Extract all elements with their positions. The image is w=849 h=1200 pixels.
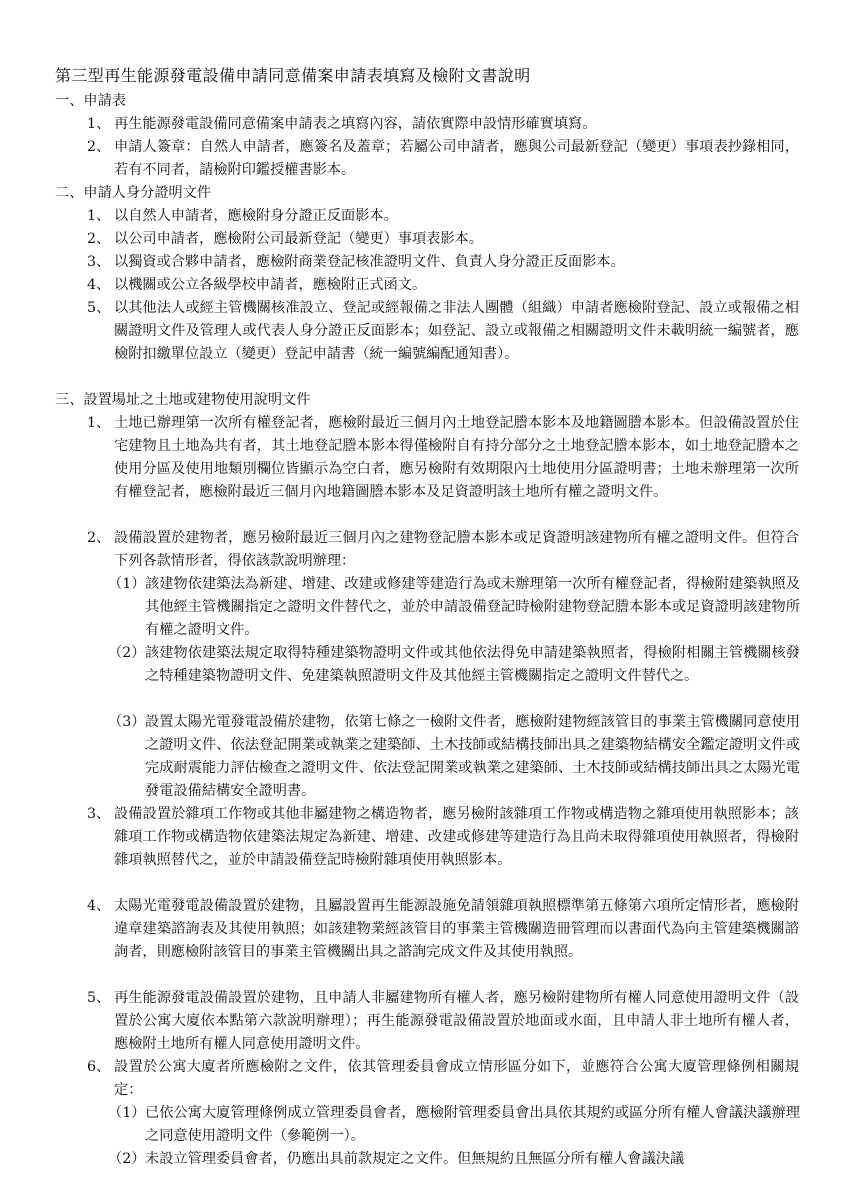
list-item — [87, 895, 799, 964]
list-item — [87, 297, 799, 366]
list-item — [87, 228, 799, 251]
item-number: 5、 — [87, 300, 111, 316]
sub-item-number: （2） — [108, 645, 146, 661]
section-heading-identity-documents: 二、申請人身分證明文件 — [55, 185, 212, 201]
item-text: 以自然人申請者，應檢附身分證正反面影本。 — [114, 208, 398, 224]
sub-item-number: （3） — [108, 714, 146, 730]
item-text: 以其他法人或經主管機關核准設立、登記或經報備之非法人團體（組織）申請者應檢附登記、設立或報備之相關證明文件及管理人或代表人身分證正反面影本；如登記、設立或報備之相關證明文件未載明統一編號者，應檢附扣繳單位設立（變更）登記申請書（統一編號編配通知書）。 — [114, 300, 799, 362]
list-item — [87, 274, 799, 297]
item-number: 1、 — [87, 208, 111, 224]
item-text: 再生能源發電設備設置於建物，且申請人非屬建物所有權人者，應另檢附建物所有權人同意使用證明文件（設置於公寓大廈依本點第六款說明辦理）；再生能源發電設備設置於地面或水面，且申請人非土地所有權人者，應檢附土地所有權人同意使用證明文件。 — [114, 990, 799, 1052]
item-number: 2、 — [87, 139, 111, 155]
item-number: 3、 — [87, 806, 111, 822]
item-number: 4、 — [87, 898, 111, 914]
list-item — [87, 527, 799, 573]
section-heading-land-building-documents: 三、設置場址之土地或建物使用說明文件 — [55, 392, 311, 408]
item-text: 以機關或公立各級學校申請者，應檢附正式函文。 — [114, 277, 427, 293]
item-text: 太陽光電發電設備設置於建物，且屬設置再生能源設施免請領雜項執照標準第五條第六項所定情形者，應檢附違章建築諮詢表及其使用執照；如該建物業經該管目的事業主管機關造冊管理而以書面代為向主管建築機關諮詢者，則應檢附該管目的事業主管機關出具之諮詢完成文件及其使用執照。 — [114, 898, 799, 960]
item-text: 設置於公寓大廈者所應檢附之文件，依其管理委員會成立情形區分如下，並應符合公寓大廈管理條例相關規定： — [114, 1059, 799, 1098]
section-heading-application-form: 一、申請表 — [55, 93, 126, 109]
sub-item-number: （2） — [108, 1151, 146, 1167]
list-item — [87, 1056, 799, 1102]
item-number: 6、 — [87, 1059, 111, 1075]
item-text: 以公司申請者，應檢附公司最新登記（變更）事項表影本。 — [114, 231, 483, 247]
sub-item-text: 未設立管理委員會者，仍應出具前款規定之文件。但無規約且無區分所有權人會議決議 — [145, 1151, 685, 1167]
sub-list-item — [108, 642, 800, 688]
item-text: 申請人簽章：自然人申請者，應簽名及蓋章；若屬公司申請者，應與公司最新登記（變更）事項表抄錄相同，若有不同者，請檢附印鑑授權書影本。 — [114, 139, 799, 178]
sub-list-item — [108, 711, 800, 803]
list-item — [87, 251, 799, 274]
item-number: 3、 — [87, 254, 111, 270]
item-text: 土地已辦理第一次所有權登記者，應檢附最近三個月內土地登記謄本影本及地籍圖謄本影本。但設備設置於住宅建物且土地為共有者，其土地登記謄本影本得僅檢附自有持分部分之土地登記謄本影本，如土地登記謄本之使用分區及使用地類別欄位皆顯示為空白者，應另檢附有效期限內土地使用分區證明書；土地未辦理第一次所有權登記者，應檢附最近三個月內地籍圖謄本影本及足資證明該土地所有權之證明文件。 — [114, 415, 799, 500]
item-text: 再生能源發電設備同意備案申請表之填寫內容，請依實際申設情形確實填寫。 — [114, 116, 597, 132]
list-item — [87, 136, 799, 182]
sub-item-text: 該建物依建築法規定取得特種建築物證明文件或其他依法得免申請建築執照者，得檢附相關主管機關核發之特種建築物證明文件、免建築執照證明文件及其他經主管機關指定之證明文件替代之。 — [145, 645, 800, 684]
item-number: 1、 — [87, 415, 111, 431]
sub-item-text: 已依公寓大廈管理條例成立管理委員會者，應檢附管理委員會出具依其規約或區分所有權人會議決議辦理之同意使用證明文件（參範例一）。 — [145, 1105, 800, 1144]
list-item — [87, 803, 799, 872]
sub-list-item — [108, 573, 800, 642]
list-item — [87, 113, 799, 136]
item-number: 2、 — [87, 530, 111, 546]
sub-item-text: 設置太陽光電發電設備於建物，依第七條之一檢附文件者，應檢附建物經該管目的事業主管機關同意使用之證明文件、依法登記開業或執業之建築師、土木技師或結構技師出具之建築物結構安全鑑定證明文件或完成耐震能力評估檢查之證明文件、依法登記開業或執業之建築師、土木技師或結構技師出具之太陽光電發電設備結構安全證明書。 — [145, 714, 800, 799]
sub-item-text: 該建物依建築法為新建、增建、改建或修建等建造行為或未辦理第一次所有權登記者，得檢附建築執照及其他經主管機關指定之證明文件替代之，並於申請設備登記時檢附建物登記謄本影本或足資證明該建物所有權之證明文件。 — [145, 576, 800, 638]
sub-list-item — [108, 1102, 800, 1148]
sub-item-number: （1） — [108, 1105, 146, 1121]
item-number: 4、 — [87, 277, 111, 293]
list-item — [87, 987, 799, 1056]
document-title: 第三型再生能源發電設備申請同意備案申請表填寫及檢附文書說明 — [55, 66, 531, 85]
item-number: 2、 — [87, 231, 111, 247]
item-number: 5、 — [87, 990, 111, 1006]
list-item — [87, 412, 799, 504]
item-text: 設備設置於雜項工作物或其他非屬建物之構造物者，應另檢附該雜項工作物或構造物之雜項使用執照影本；該雜項工作物或構造物依建築法規定為新建、增建、改建或修建等建造行為且尚未取得雜項使用執照者，得檢附雜項執照替代之，並於申請設備登記時檢附雜項使用執照影本。 — [114, 806, 799, 868]
item-text: 設備設置於建物者，應另檢附最近三個月內之建物登記謄本影本或足資證明該建物所有權之證明文件。但符合下列各款情形者，得依該款說明辦理： — [114, 530, 799, 569]
item-number: 1、 — [87, 116, 111, 132]
list-item — [87, 205, 799, 228]
sub-item-number: （1） — [108, 576, 146, 592]
item-text: 以獨資或合夥申請者，應檢附商業登記核准證明文件、負責人身分證正反面影本。 — [114, 254, 625, 270]
sub-list-item — [108, 1148, 800, 1171]
